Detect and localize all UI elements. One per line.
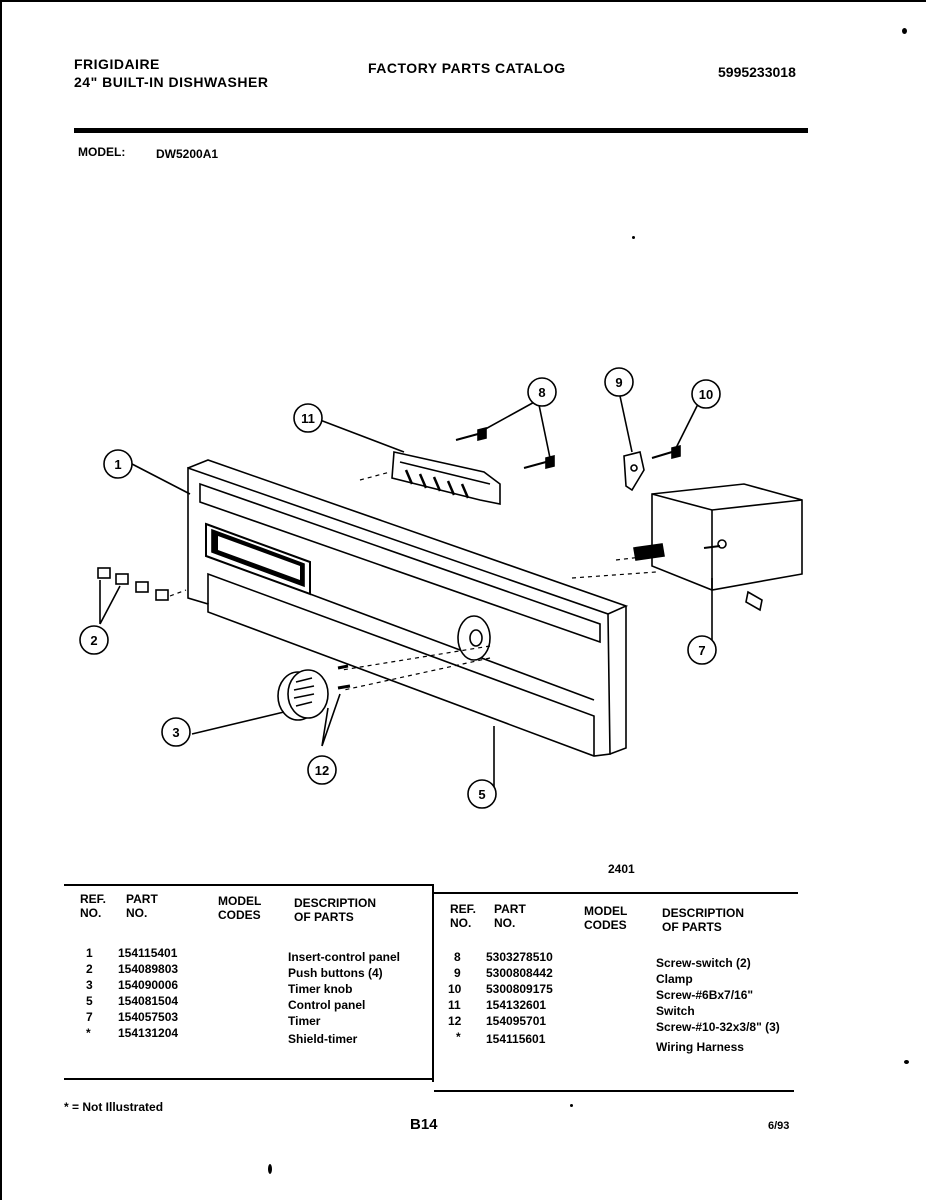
- svg-text:9: 9: [615, 375, 623, 390]
- svg-text:8: 8: [538, 385, 546, 400]
- left-desc-2: Push buttons (4): [288, 966, 383, 980]
- left-desc-5: Control panel: [288, 998, 366, 1012]
- header-ref-no: REF. NO.: [80, 892, 107, 920]
- knob-hole: [458, 616, 490, 660]
- left-ref-7: 7: [86, 1010, 93, 1024]
- push-buttons: [98, 568, 168, 600]
- callout-5: [468, 780, 496, 808]
- scan-speck: [632, 236, 635, 239]
- left-part-2: 154089803: [118, 962, 179, 976]
- revision-date: 6/93: [768, 1120, 790, 1132]
- table-bottom-rule: [64, 1078, 434, 1080]
- right-desc-star: Wiring Harness: [656, 1040, 744, 1054]
- right-part-8: 5303278510: [486, 950, 553, 964]
- table-top-rule-right: [434, 892, 798, 894]
- table-divider: [432, 886, 434, 1082]
- right-ref-12: 12: [448, 1014, 462, 1028]
- right-ref-star: *: [456, 1030, 461, 1044]
- callout-3: [162, 718, 190, 746]
- page-number: B14: [410, 1116, 438, 1133]
- control-panel-body: [188, 468, 610, 756]
- screw-timer: [652, 452, 672, 458]
- left-ref-star: *: [86, 1026, 91, 1040]
- scan-speck: [904, 1060, 909, 1064]
- left-ref-5: 5: [86, 994, 93, 1008]
- left-ref-3: 3: [86, 978, 93, 992]
- header-part-no: PART NO.: [126, 892, 158, 920]
- left-desc-star: Shield-timer: [288, 1032, 358, 1046]
- catalog-title: FACTORY PARTS CATALOG: [368, 60, 566, 76]
- product-name: 24" BUILT-IN DISHWASHER: [74, 74, 269, 90]
- screw-knob-b: [338, 686, 350, 688]
- right-desc-9: Clamp: [656, 972, 693, 986]
- scan-speck: [268, 1164, 272, 1174]
- right-part-10: 5300809175: [486, 982, 553, 996]
- exploded-parts-diagram: [60, 360, 820, 840]
- right-ref-11: 11: [448, 998, 461, 1012]
- right-part-11: 154132601: [486, 998, 547, 1012]
- header-description: DESCRIPTION OF PARTS: [294, 896, 377, 924]
- right-ref-8: 8: [454, 950, 461, 964]
- callout-2: [80, 626, 108, 654]
- left-desc-1: Insert-control panel: [288, 950, 401, 964]
- left-part-3: 154090006: [118, 978, 179, 992]
- scan-speck: [570, 1104, 573, 1107]
- header-model-codes: MODEL CODES: [218, 894, 262, 922]
- svg-text:3: 3: [172, 725, 180, 740]
- left-part-5: 154081504: [118, 994, 179, 1008]
- screw-switch-b: [524, 462, 546, 468]
- right-ref-9: 9: [454, 966, 461, 980]
- callout-8: [528, 378, 556, 406]
- callout-7: [688, 636, 716, 664]
- callout-9: [605, 368, 633, 396]
- left-part-star: 154131204: [118, 1026, 179, 1040]
- svg-text:5: 5: [478, 787, 486, 802]
- right-part-12: 154095701: [486, 1014, 547, 1028]
- figure-number: 2401: [608, 862, 635, 876]
- right-ref-10: 10: [448, 982, 462, 996]
- catalog-number: 5995233018: [718, 64, 796, 80]
- callout-10: [692, 380, 720, 408]
- svg-text:1: 1: [114, 457, 122, 472]
- left-ref-2: 2: [86, 962, 93, 976]
- header-ref-no-right: REF. NO.: [450, 902, 477, 930]
- left-part-7: 154057503: [118, 1010, 179, 1024]
- screw-knob-a: [338, 666, 348, 668]
- screw-switch-a: [456, 434, 478, 440]
- not-illustrated-note: * = Not Illustrated: [64, 1100, 164, 1114]
- right-desc-8: Screw-switch (2): [656, 956, 751, 970]
- left-part-1: 154115401: [118, 946, 178, 960]
- svg-text:12: 12: [314, 763, 330, 778]
- model-value: DW5200A1: [156, 147, 219, 161]
- left-desc-3: Timer knob: [288, 982, 353, 996]
- callout-11: [294, 404, 322, 432]
- right-part-star: 154115601: [486, 1032, 546, 1046]
- callout-1: [104, 450, 132, 478]
- table-bottom-rule-right: [434, 1090, 794, 1092]
- callout-12: [308, 756, 336, 784]
- left-desc-7: Timer: [288, 1014, 321, 1028]
- brand-name: FRIGIDAIRE: [74, 56, 160, 72]
- left-ref-1: 1: [86, 946, 93, 960]
- scan-speck: [902, 28, 907, 34]
- right-part-9: 5300808442: [486, 966, 553, 980]
- svg-text:10: 10: [698, 387, 714, 402]
- header-model-codes-right: MODEL CODES: [584, 904, 628, 932]
- header-part-no-right: PART NO.: [494, 902, 526, 930]
- timer-knob: [278, 670, 328, 720]
- model-label: MODEL:: [78, 145, 126, 159]
- right-desc-12: Screw-#10-32x3/8" (3): [656, 1020, 780, 1034]
- svg-text:2: 2: [90, 633, 98, 648]
- header-rule: [74, 128, 808, 133]
- right-desc-10: Screw-#6Bx7/16": [656, 988, 754, 1002]
- svg-text:7: 7: [698, 643, 706, 658]
- table-top-rule: [64, 884, 434, 886]
- svg-text:11: 11: [301, 411, 315, 426]
- header-description-right: DESCRIPTION OF PARTS: [662, 906, 745, 934]
- right-desc-11: Switch: [656, 1004, 695, 1018]
